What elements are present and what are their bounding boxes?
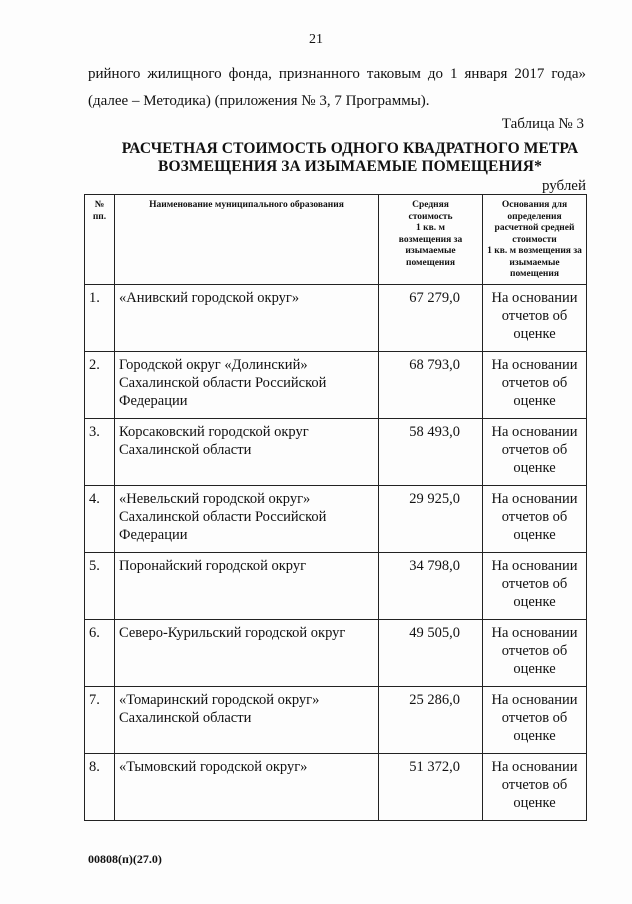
table-title-line-1: РАСЧЕТНАЯ СТОИМОСТЬ ОДНОГО КВАДРАТНОГО МЕТРА xyxy=(121,140,579,157)
paragraph-line-2: (далее – Методика) (приложения № 3, 7 Программы). xyxy=(88,93,430,109)
table-row xyxy=(85,553,587,620)
row-number: 2. xyxy=(85,352,115,419)
basis: На основании отчетов об оценке xyxy=(483,687,587,754)
table-header-row xyxy=(85,195,587,285)
average-cost: 34 798,0 xyxy=(379,553,483,620)
municipality-name: «Тымовский городской округ» xyxy=(115,754,379,821)
municipality-name: Городской округ «Долинский» Сахалинской области Российской Федерации xyxy=(115,352,379,419)
table-row xyxy=(85,486,587,553)
row-number: 3. xyxy=(85,419,115,486)
average-cost: 67 279,0 xyxy=(379,285,483,352)
table-row xyxy=(85,754,587,821)
municipality-name: Корсаковский городской округ Сахалинской области xyxy=(115,419,379,486)
paragraph-line-1: рийного жилищного фонда, признанного таковым до 1 января 2017 года» xyxy=(88,66,586,82)
row-number: 4. xyxy=(85,486,115,553)
average-cost: 29 925,0 xyxy=(379,486,483,553)
municipality-name: «Томаринский городской округ» Сахалинской области xyxy=(115,687,379,754)
header-cost: Средняя стоимость 1 кв. м возмещения за изымаемые помещения xyxy=(379,195,483,285)
row-number: 7. xyxy=(85,687,115,754)
table-title-line-2: ВОЗМЕЩЕНИЯ ЗА ИЗЫМАЕМЫЕ ПОМЕЩЕНИЯ* xyxy=(158,158,542,175)
municipality-name: «Невельский городской округ» Сахалинской области Российской Федерации xyxy=(115,486,379,553)
header-num: № пп. xyxy=(85,195,115,285)
municipality-name: Северо-Курильский городской округ xyxy=(115,620,379,687)
header-basis: Основания для определения расчетной средней стоимости 1 кв. м возмещения за изымаемые помещения xyxy=(483,195,587,285)
basis: На основании отчетов об оценке xyxy=(483,620,587,687)
page-number: 21 xyxy=(309,32,323,47)
table-row xyxy=(85,352,587,419)
municipality-name: «Анивский городской округ» xyxy=(115,285,379,352)
average-cost: 49 505,0 xyxy=(379,620,483,687)
basis: На основании отчетов об оценке xyxy=(483,419,587,486)
row-number: 1. xyxy=(85,285,115,352)
header-name: Наименование муниципального образования xyxy=(115,195,379,285)
table-label: Таблица № 3 xyxy=(501,116,584,132)
average-cost: 58 493,0 xyxy=(379,419,483,486)
average-cost: 68 793,0 xyxy=(379,352,483,419)
table-title xyxy=(100,140,600,176)
basis: На основании отчетов об оценке xyxy=(483,352,587,419)
average-cost: 25 286,0 xyxy=(379,687,483,754)
document-code: 00808(п)(27.0) xyxy=(88,852,162,866)
basis: На основании отчетов об оценке xyxy=(483,285,587,352)
average-cost: 51 372,0 xyxy=(379,754,483,821)
row-number: 8. xyxy=(85,754,115,821)
basis: На основании отчетов об оценке xyxy=(483,754,587,821)
cost-table xyxy=(84,194,587,821)
table-row xyxy=(85,285,587,352)
units-label: рублей xyxy=(541,178,586,194)
basis: На основании отчетов об оценке xyxy=(483,553,587,620)
table-row xyxy=(85,620,587,687)
row-number: 6. xyxy=(85,620,115,687)
municipality-name: Поронайский городской округ xyxy=(115,553,379,620)
table-row xyxy=(85,687,587,754)
basis: На основании отчетов об оценке xyxy=(483,486,587,553)
row-number: 5. xyxy=(85,553,115,620)
table-row xyxy=(85,419,587,486)
